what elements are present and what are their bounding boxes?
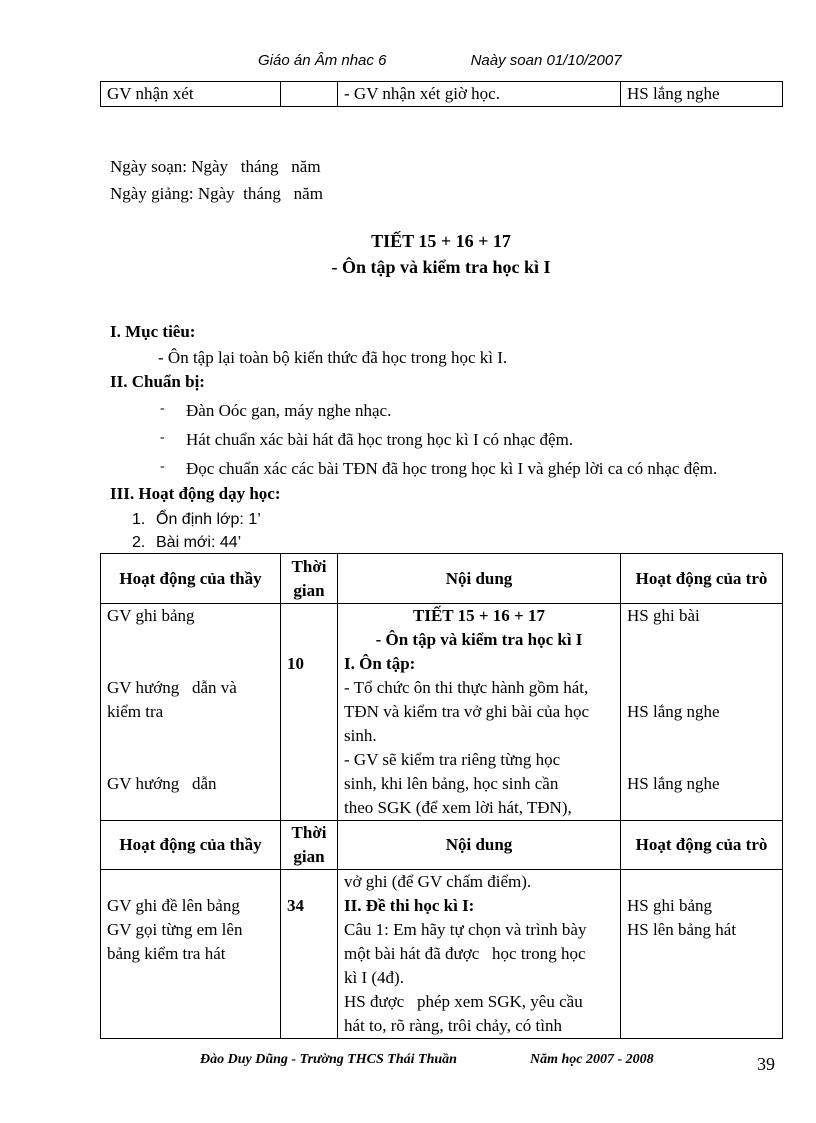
section-1-heading: I. Mục tiêu: (110, 322, 196, 341)
header-teacher: Hoạt động của thầy (101, 554, 281, 604)
header-student: Hoạt động của trò (621, 554, 783, 604)
bullet-marker: - (160, 401, 165, 416)
header-student: Hoạt động của trò (621, 821, 783, 870)
bullet-text: Đọc chuẩn xác các bài TĐN đã học trong học kì I và ghép lời ca có nhạc đệm. (186, 459, 718, 478)
title-line-1: TIẾT 15 + 16 + 17 (371, 231, 511, 251)
table-cell: GV nhận xét (101, 82, 281, 107)
header-content: Nội dung (338, 821, 621, 870)
student-cell: HS ghi bài HS lắng nghe HS lắng nghe (621, 604, 783, 821)
teacher-cell: GV ghi bảng GV hướng dẫn và kiểm tra GV hướng dẫn (101, 604, 281, 821)
time-cell: 10 (281, 604, 338, 821)
page-number: 39 (757, 1054, 775, 1074)
lesson-title (100, 228, 782, 280)
header-time: Thời gian (281, 554, 338, 604)
section-1-text: - Ôn tập lại toàn bộ kiến thức đã học trong học kì I. (158, 348, 508, 367)
list-item (160, 459, 717, 479)
table-header-row (101, 554, 783, 604)
date-taught: Ngày giảng: Ngày tháng năm (110, 184, 323, 203)
bullet-marker: - (160, 430, 165, 445)
header-teacher: Hoạt động của thầy (101, 821, 281, 870)
header-content: Nội dung (338, 554, 621, 604)
page-header (258, 52, 622, 69)
table-cell: HS lắng nghe (621, 82, 783, 107)
footer-author: Đào Duy Dũng - Trường THCS Thái Thuần (200, 1052, 457, 1067)
header-date: Naày soan 01/10/2007 (470, 52, 622, 69)
step-number: 2. (132, 534, 146, 551)
content-cell: vở ghi (để GV chấm điểm). II. Đề thi học kì I: Câu 1: Em hãy tự chọn và trình bày một bài hát đã được học trong học kì I (4đ). HS được phép xem SGK, yêu cầu hát to, rõ ràng, trôi chảy, có tình (338, 870, 621, 1039)
top-table (100, 81, 783, 107)
table-cell: - GV nhận xét giờ học. (338, 82, 621, 107)
student-cell: HS ghi bảng HS lên bảng hát (621, 870, 783, 1039)
teacher-cell: GV ghi đề lên bảng GV gọi từng em lên bảng kiểm tra hát (101, 870, 281, 1039)
header-subject: Giáo án Âm nhac 6 (258, 52, 387, 69)
bullet-text: Hát chuẩn xác bài hát đã học trong học kì I có nhạc đệm. (186, 430, 574, 449)
dates-block (110, 153, 323, 207)
list-item (160, 401, 391, 421)
step-text: Ổn định lớp: 1’ (156, 511, 261, 528)
title-line-2: - Ôn tập và kiểm tra học kì I (331, 257, 551, 277)
content-cell: TIẾT 15 + 16 + 17 - Ôn tập và kiểm tra học kì I I. Ôn tập: - Tổ chức ôn thi thực hành gồm hát, TĐN và kiểm tra vở ghi bài của học sinh. - GV sẽ kiểm tra riêng từng học sinh, khi lên bảng, học sinh cần theo SGK (để xem lời hát, TĐN), (338, 604, 621, 821)
footer-year: Năm học 2007 - 2008 (530, 1052, 654, 1067)
section-3-heading: III. Hoạt động dạy học: (110, 484, 281, 503)
step-text: Bài mới: 44’ (156, 534, 242, 551)
bullet-text: Đàn Oóc gan, máy nghe nhạc. (186, 401, 392, 420)
step-number: 1. (132, 511, 146, 528)
list-item (132, 534, 241, 552)
table-row (101, 82, 783, 107)
table-row (101, 604, 783, 821)
header-time: Thời gian (281, 821, 338, 870)
date-prepared: Ngày soạn: Ngày tháng năm (110, 157, 321, 176)
table-cell (281, 82, 338, 107)
list-item (160, 430, 573, 450)
bullet-marker: - (160, 459, 165, 474)
list-item (132, 511, 261, 529)
time-cell: 34 (281, 870, 338, 1039)
section-2-heading: II. Chuẩn bị: (110, 372, 205, 391)
activity-table (100, 553, 783, 1039)
table-header-row (101, 821, 783, 870)
table-row (101, 870, 783, 1039)
